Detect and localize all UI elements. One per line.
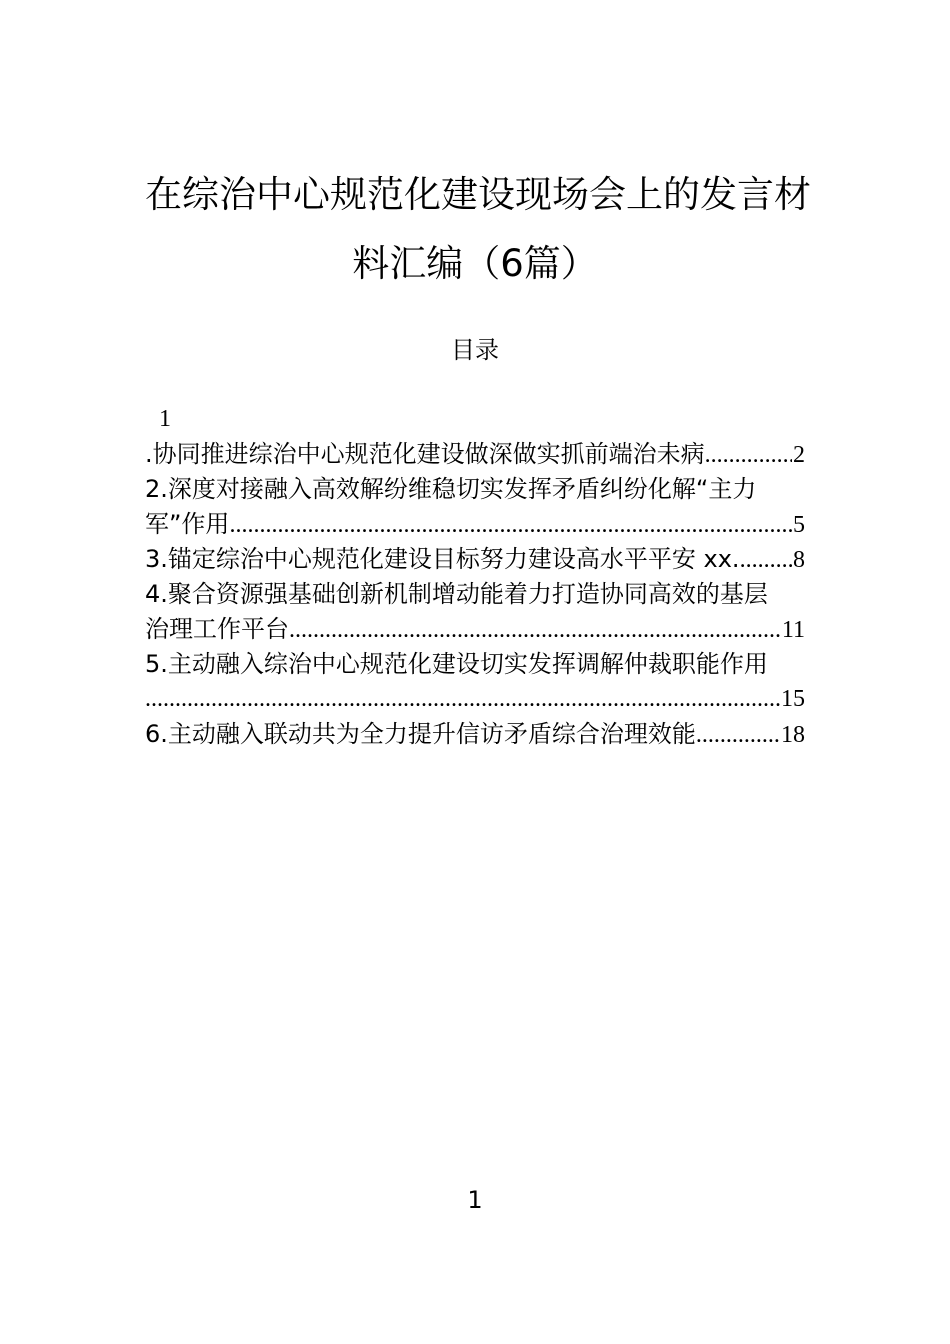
toc-entry-4-text-line-1: 4.聚合资源强基础创新机制增动能着力打造协同高效的基层 xyxy=(145,580,768,608)
toc-entry-1-number: 1 xyxy=(159,406,171,432)
toc-entry-5-line-1[interactable] xyxy=(145,647,805,682)
toc-entry-1-page: 2 xyxy=(793,442,805,468)
document-title-line-1: 在综治中心规范化建设现场会上的发言材 xyxy=(145,173,811,216)
toc-entry-2-text-line-2: 军”作用 xyxy=(145,510,230,538)
document-title-line-2: 料汇编（6篇） xyxy=(352,242,598,285)
toc-entry-4-text-line-2: 治理工作平台 xyxy=(145,615,289,643)
toc-entry-2-text-line-1: 2.深度对接融入高效解纷维稳切实发挥矛盾纠纷化解“主力 xyxy=(145,475,757,503)
toc-entry-3-page: 8 xyxy=(793,547,805,573)
toc-entry-5-page: 15 xyxy=(781,686,805,712)
table-of-contents xyxy=(145,402,805,752)
toc-entry-1[interactable] xyxy=(145,437,805,472)
toc-entry-5-text-line-1: 5.主动融入综治中心规范化建设切实发挥调解仲裁职能作用 xyxy=(145,650,768,678)
toc-entry-5-line-2[interactable] xyxy=(145,682,805,717)
toc-entry-2-page: 5 xyxy=(793,512,805,538)
toc-entry-3-text: 3.锚定综治中心规范化建设目标努力建设高水平平安 xx. xyxy=(145,545,740,573)
toc-entry-6[interactable] xyxy=(145,717,805,752)
toc-leader-dots xyxy=(740,543,792,578)
toc-entry-1-number-line[interactable] xyxy=(145,402,805,437)
toc-entry-6-text: 6.主动融入联动共为全力提升信访矛盾综合治理效能 xyxy=(145,720,696,748)
toc-leader-dots xyxy=(696,718,780,753)
toc-entry-4-page: 11 xyxy=(781,617,805,643)
toc-entry-3[interactable] xyxy=(145,542,805,577)
toc-leader-dots xyxy=(229,508,792,543)
toc-heading: 目录 xyxy=(451,336,499,364)
page-number: 1 xyxy=(467,1186,483,1214)
toc-entry-1-text: .协同推进综治中心规范化建设做深做实抓前端治未病 xyxy=(145,440,705,468)
toc-entry-4-line-2[interactable] xyxy=(145,612,805,647)
toc-entry-6-page: 18 xyxy=(781,722,805,748)
toc-entry-4-line-1[interactable] xyxy=(145,577,805,612)
toc-leader-dots xyxy=(705,438,792,473)
toc-leader-dots xyxy=(145,682,780,717)
toc-leader-dots xyxy=(289,613,781,648)
toc-entry-2-line-2[interactable] xyxy=(145,507,805,542)
toc-entry-2-line-1[interactable] xyxy=(145,472,805,507)
